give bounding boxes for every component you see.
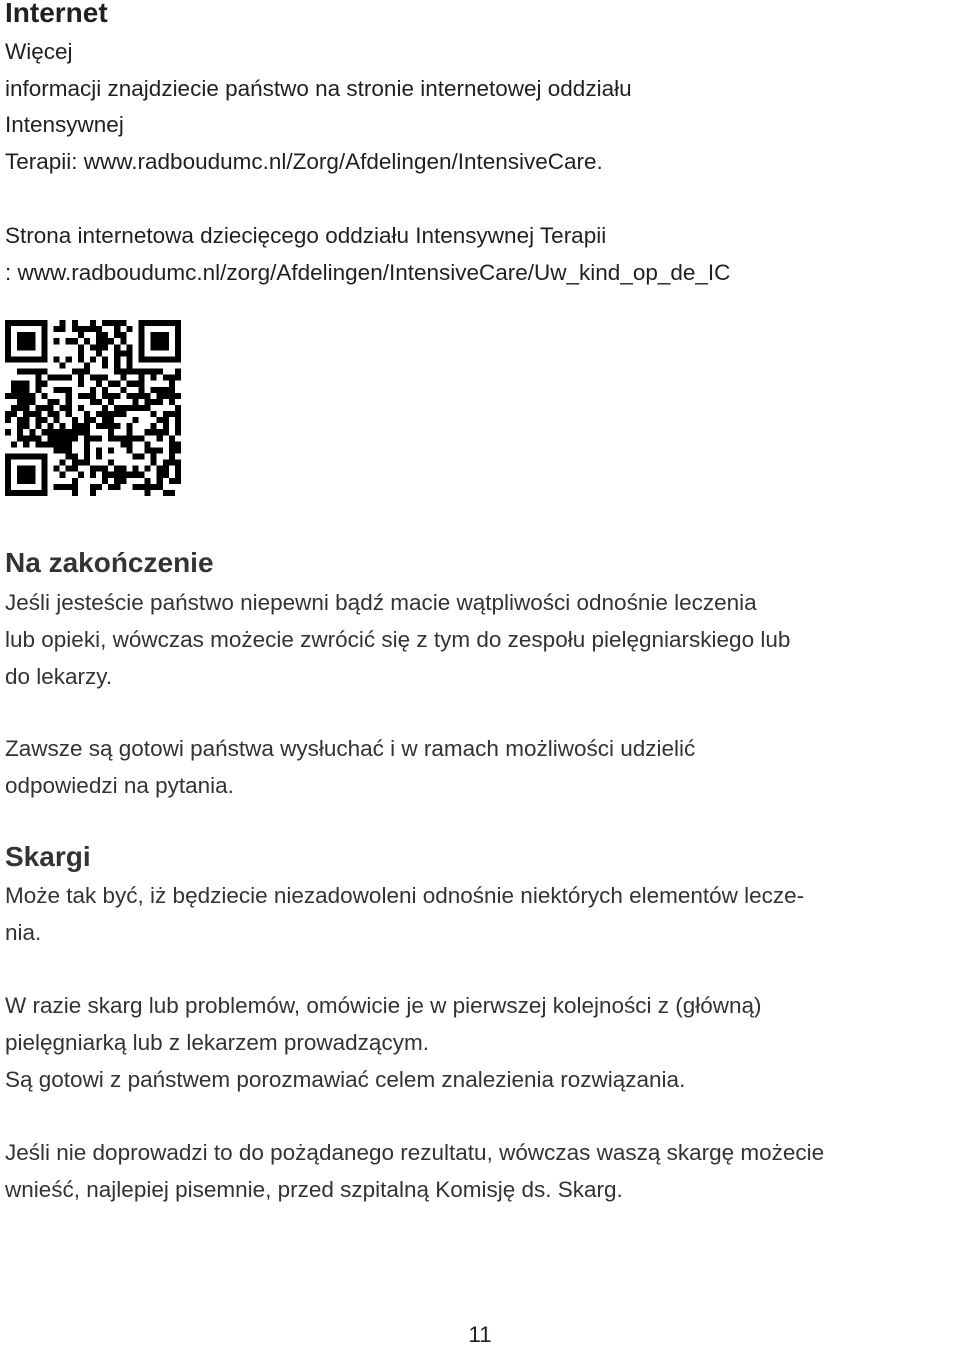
- qr-code-icon[interactable]: [5, 320, 181, 496]
- text-line: odpowiedzi na pytania.: [5, 773, 234, 798]
- text-line: pielęgniarką lub z lekarzem prowadzącym.: [5, 1030, 429, 1055]
- conclusion-paragraph-1: [5, 584, 960, 695]
- internet-line: Strona internetowa dziecięcego oddziału Intensywnej Terapii: [5, 223, 607, 248]
- internet-paragraph-2: [5, 218, 960, 291]
- complaints-paragraph-1: [5, 877, 960, 951]
- complaints-heading: Skargi: [5, 841, 91, 872]
- internet-line: informacji znajdziecie państwo na stronie internetowej oddziału: [5, 75, 632, 101]
- complaints-paragraph-2: [5, 987, 960, 1098]
- conclusion-paragraph-2: [5, 730, 960, 804]
- conclusion-heading: Na zakończenie: [5, 547, 214, 578]
- internet-line: Więcej: [5, 39, 73, 64]
- text-line: Jeśli nie doprowadzi to do pożądanego rezultatu, wówczas waszą skargę możecie: [5, 1140, 825, 1165]
- internet-link-line[interactable]: Terapii: www.radboudumc.nl/Zorg/Afdelingen/IntensiveCare.: [5, 148, 603, 174]
- text-line: nia.: [5, 920, 42, 945]
- internet-link-line[interactable]: : www.radboudumc.nl/zorg/Afdelingen/IntensiveCare/Uw_kind_op_de_IC: [5, 259, 731, 285]
- internet-line: Intensywnej: [5, 112, 124, 137]
- text-line: Zawsze są gotowi państwa wysłuchać i w ramach możliwości udzielić: [5, 736, 696, 761]
- complaints-paragraph-3: [5, 1134, 960, 1208]
- page-number: 11: [468, 1322, 492, 1347]
- internet-paragraph-1: [5, 34, 960, 180]
- text-line: Może tak być, iż będziecie niezadowoleni odnośnie niektórych elementów lecze-: [5, 883, 805, 908]
- internet-section: [5, 0, 960, 30]
- text-line: Jeśli jesteście państwo niepewni bądź macie wątpliwości odnośnie leczenia: [5, 590, 757, 615]
- text-line: W razie skarg lub problemów, omówicie je w pierwszej kolejności z (główną): [5, 993, 762, 1018]
- internet-heading: Internet: [5, 0, 108, 28]
- complaints-section: [5, 840, 960, 874]
- text-line: wnieść, najlepiej pisemnie, przed szpitalną Komisję ds. Skarg.: [5, 1177, 623, 1202]
- text-line: Są gotowi z państwem porozmawiać celem znalezienia rozwiązania.: [5, 1067, 686, 1092]
- conclusion-section: [5, 546, 960, 580]
- text-line: do lekarzy.: [5, 664, 113, 689]
- text-line: lub opieki, wówczas możecie zwrócić się z tym do zespołu pielęgniarskiego lub: [5, 627, 791, 652]
